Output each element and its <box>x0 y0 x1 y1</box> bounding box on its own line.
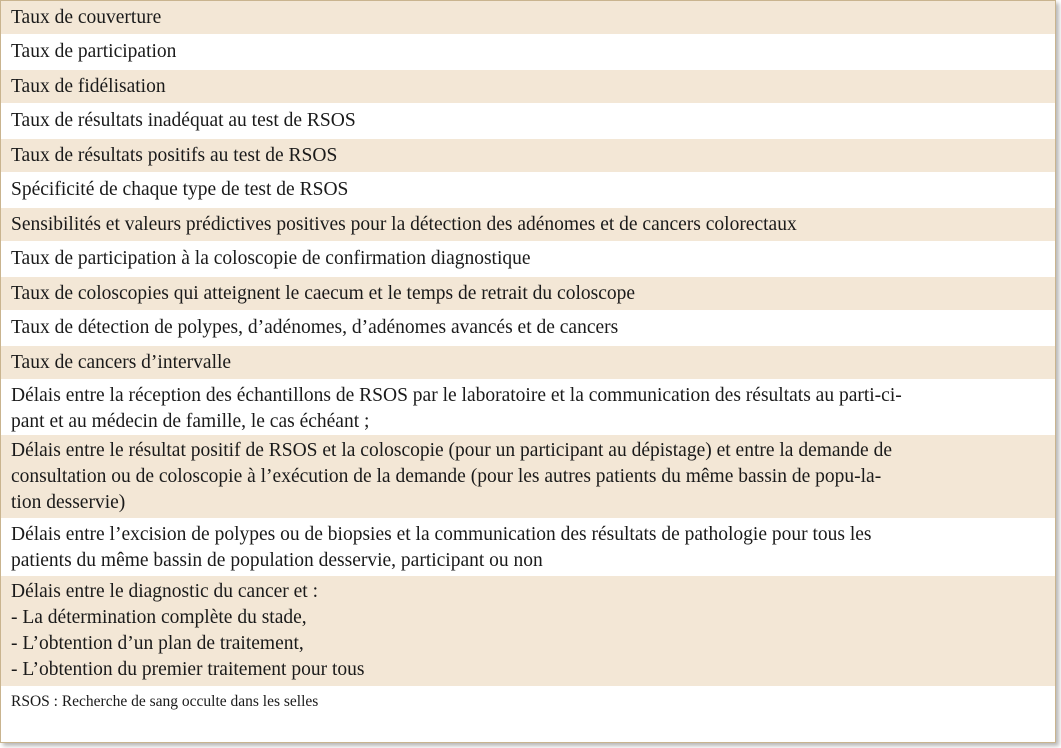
row-text: Taux de cancers d’intervalle <box>11 352 232 373</box>
row-text: Taux de fidélisation <box>11 76 166 97</box>
row-text: tion desservie) <box>11 492 126 513</box>
row-text: - L’obtention d’un plan de traitement, <box>11 633 304 654</box>
table-row <box>1 277 1055 311</box>
table-row <box>1 35 1055 70</box>
table-row <box>1 70 1055 104</box>
table-row <box>1 576 1055 687</box>
row-text: pant et au médecin de famille, le cas échéant ; <box>11 411 370 432</box>
table-row <box>1 346 1055 380</box>
row-text: consultation ou de coloscopie à l’exécution de la demande (pour les autres patients du même bassin de popu-la- <box>11 466 882 487</box>
table-row <box>1 311 1055 346</box>
row-text: Délais entre la réception des échantillons de RSOS par le laboratoire et la communication des résultats au parti-ci- <box>11 385 902 406</box>
row-text: Taux de résultats inadéquat au test de RSOS <box>11 110 356 131</box>
row-text: Délais entre le diagnostic du cancer et : <box>11 581 318 602</box>
table-row <box>1 242 1055 277</box>
row-text: - La détermination complète du stade, <box>11 607 307 628</box>
row-text: Taux de participation <box>11 41 177 62</box>
row-text: Spécificité de chaque type de test de RSOS <box>11 179 349 200</box>
table-row <box>1 519 1055 576</box>
row-text: Taux de détection de polypes, d’adénomes, d’adénomes avancés et de cancers <box>11 317 619 338</box>
row-text: Taux de coloscopies qui atteignent le caecum et le temps de retrait du coloscope <box>11 283 636 304</box>
table-row <box>1 139 1055 173</box>
row-text: - L’obtention du premier traitement pour tous <box>11 659 365 680</box>
row-text: Sensibilités et valeurs prédictives positives pour la détection des adénomes et de cancers colorectaux <box>11 214 797 235</box>
row-text: Taux de couverture <box>11 7 162 28</box>
row-text: patients du même bassin de population desservie, participant ou non <box>11 550 543 571</box>
table-row <box>1 1 1055 35</box>
table-row <box>1 104 1055 139</box>
table-footnote <box>1 687 1055 718</box>
table-row <box>1 208 1055 242</box>
row-text: Taux de résultats positifs au test de RSOS <box>11 145 338 166</box>
row-text: Délais entre l’excision de polypes ou de biopsies et la communication des résultats de pathologie pour tous les <box>11 524 872 545</box>
table-row <box>1 173 1055 208</box>
table-row <box>1 380 1055 435</box>
table-row <box>1 435 1055 519</box>
footnote-text: RSOS : Recherche de sang occulte dans les selles <box>11 693 319 710</box>
row-text: Délais entre le résultat positif de RSOS et la coloscopie (pour un participant au dépistage) et entre la demande de <box>11 440 892 461</box>
row-text: Taux de participation à la coloscopie de confirmation diagnostique <box>11 248 531 269</box>
